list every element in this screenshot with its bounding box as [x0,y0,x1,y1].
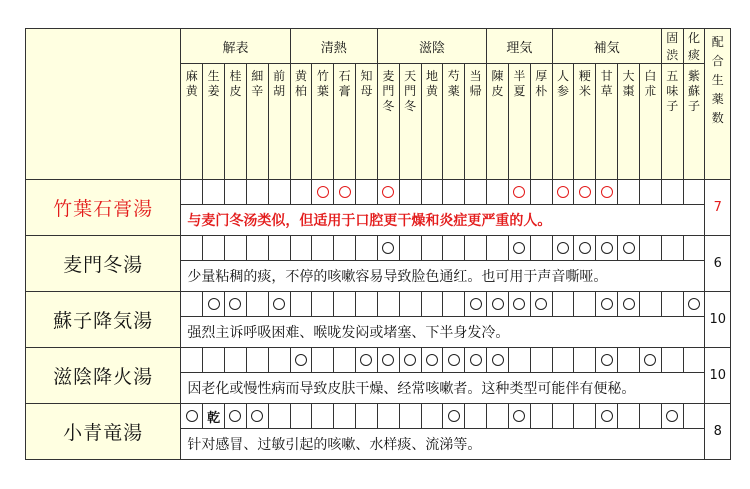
herb-header: 粳米 [574,64,596,180]
herb-mark-cell [683,292,705,317]
circle-icon [535,298,547,310]
formula-name: 竹葉石膏湯 [26,180,181,236]
circle-icon [251,410,263,422]
circle-icon [623,298,635,310]
circle-icon [492,298,504,310]
herb-mark-cell [225,404,247,429]
herb-mark-cell [399,236,421,261]
herb-mark-cell [552,292,574,317]
herb-mark-cell [683,348,705,373]
herb-header: 桂皮 [225,64,247,180]
herb-header: 細辛 [246,64,268,180]
herb-header: 人参 [552,64,574,180]
circle-icon [513,242,525,254]
herb-mark-cell [312,348,334,373]
formula-name: 蘇子降気湯 [26,292,181,348]
herb-mark-cell [356,236,378,261]
herb-mark-cell [225,180,247,205]
herb-mark-cell [399,348,421,373]
circle-icon [186,410,198,422]
herb-mark-cell [487,404,509,429]
herb-mark-cell [574,348,596,373]
herb-mark-cell [596,292,618,317]
circle-icon [382,354,394,366]
herb-mark-cell [530,292,552,317]
herb-count: 10 [705,292,731,348]
herb-mark-cell [290,292,312,317]
herb-mark-cell [639,292,661,317]
herb-mark-cell [421,292,443,317]
herb-mark-cell [661,180,683,205]
herb-mark-cell [290,348,312,373]
herb-header: 当帰 [465,64,487,180]
herb-header: 地黄 [421,64,443,180]
herb-mark-cell [268,236,290,261]
herb-mark-cell [377,292,399,317]
group-header: 清熱 [290,29,377,64]
group-header: 化痰 [683,29,705,64]
circle-icon [601,354,613,366]
herb-header: 紫蘇子 [683,64,705,180]
herb-mark-cell [508,180,530,205]
herb-mark-cell [683,180,705,205]
herb-header: 半夏 [508,64,530,180]
herb-mark-cell [443,180,465,205]
herb-mark-cell [639,236,661,261]
herb-mark-cell [487,236,509,261]
circle-icon [382,242,394,254]
herb-mark-cell [465,236,487,261]
herb-mark-cell [377,348,399,373]
herb-mark-cell [181,404,203,429]
formula-description: 与麦门冬汤类似，但适用于口腔更干燥和炎症更严重的人。 [181,205,705,236]
formula-row [26,292,731,317]
herb-header: 前胡 [268,64,290,180]
circle-icon [360,354,372,366]
herb-mark-cell [618,292,640,317]
herb-mark-text: 乾 [207,410,221,426]
herb-mark-cell [596,236,618,261]
herb-mark-cell [508,236,530,261]
herb-mark-cell [552,404,574,429]
herb-mark-cell [334,404,356,429]
herb-header: 麻黄 [181,64,203,180]
herb-mark-cell [312,404,334,429]
herb-mark-cell [618,348,640,373]
formula-name: 滋陰降火湯 [26,348,181,404]
herb-header: 厚朴 [530,64,552,180]
herb-mark-cell [552,348,574,373]
herb-mark-cell [181,292,203,317]
circle-icon [557,242,569,254]
herb-mark-cell [574,236,596,261]
circle-icon [317,186,329,198]
herb-mark-cell [334,348,356,373]
corner-cell [26,29,181,180]
herb-mark-cell [552,236,574,261]
herb-mark-cell [246,348,268,373]
herb-mark-cell [399,292,421,317]
herb-mark-cell [465,180,487,205]
herb-mark-cell [574,292,596,317]
herb-mark-cell [203,348,225,373]
herb-mark-cell [290,180,312,205]
circle-icon [273,298,285,310]
herb-comparison-table [25,28,731,460]
herb-header: 甘草 [596,64,618,180]
herb-mark-cell [465,404,487,429]
herb-mark-cell [377,180,399,205]
herb-mark-cell [312,292,334,317]
circle-icon [448,354,460,366]
herb-header: 陳皮 [487,64,509,180]
circle-icon [557,186,569,198]
herb-mark-cell [421,180,443,205]
circle-icon [470,354,482,366]
circle-icon [579,186,591,198]
formula-name: 麦門冬湯 [26,236,181,292]
circle-icon [666,410,678,422]
herb-mark-cell [443,404,465,429]
herb-mark-cell [487,348,509,373]
group-header: 固渋 [661,29,683,64]
herb-mark-cell [530,180,552,205]
herb-mark-cell [181,236,203,261]
herb-mark-cell [443,348,465,373]
herb-mark-cell [574,404,596,429]
herb-mark-cell [356,404,378,429]
herb-mark-cell [465,292,487,317]
circle-icon [688,298,700,310]
herb-mark-cell [443,236,465,261]
circle-icon [513,410,525,422]
herb-header: 知母 [356,64,378,180]
herb-mark-cell [683,404,705,429]
group-header: 理気 [487,29,553,64]
herb-mark-cell [639,404,661,429]
circle-icon [601,298,613,310]
herb-mark-cell [683,236,705,261]
formula-name: 小青竜湯 [26,404,181,460]
herb-mark-cell [312,180,334,205]
herb-mark-cell [246,292,268,317]
circle-icon [513,298,525,310]
herb-mark-cell [661,236,683,261]
herb-mark-cell [618,180,640,205]
herb-mark-cell [443,292,465,317]
circle-icon [426,354,438,366]
herb-count: 8 [705,404,731,460]
herb-mark-cell [312,236,334,261]
herb-mark-cell [203,236,225,261]
circle-icon [382,186,394,198]
herb-count: 6 [705,236,731,292]
herb-count: 10 [705,348,731,404]
herb-header: 白朮 [639,64,661,180]
herb-mark-cell [334,180,356,205]
herb-mark-cell [246,404,268,429]
herb-mark-cell [596,348,618,373]
herb-mark-cell [203,180,225,205]
circle-icon [623,242,635,254]
herb-mark-cell [356,292,378,317]
circle-icon [492,354,504,366]
circle-icon [229,410,241,422]
formula-row [26,236,731,261]
herb-mark-cell [203,292,225,317]
herb-mark-cell [246,180,268,205]
herb-mark-cell [508,404,530,429]
herb-mark-cell [530,404,552,429]
formula-description: 少量粘稠的痰，不停的咳嗽容易导致脸色通红。也可用于声音嘶哑。 [181,261,705,292]
circle-icon [644,354,656,366]
herb-mark-cell [268,180,290,205]
herb-mark-cell [334,236,356,261]
circle-icon [404,354,416,366]
circle-icon [601,186,613,198]
circle-icon [513,186,525,198]
herb-mark-cell [618,404,640,429]
herb-mark-cell [661,348,683,373]
circle-icon [579,242,591,254]
herb-count: 7 [705,180,731,236]
herb-mark-cell [225,348,247,373]
herb-mark-cell [181,348,203,373]
herb-header: 生姜 [203,64,225,180]
formula-description: 针对感冒、过敏引起的咳嗽、水样痰、流涕等。 [181,429,705,460]
herb-mark-cell [399,404,421,429]
herb-mark-cell [596,180,618,205]
herb-mark-cell [377,236,399,261]
circle-icon [601,410,613,422]
herb-mark-cell [290,404,312,429]
herb-mark-cell [290,236,312,261]
group-header: 解表 [181,29,290,64]
herb-header: 芍薬 [443,64,465,180]
circle-icon [339,186,351,198]
herb-header: 麦門冬 [377,64,399,180]
group-header: 滋陰 [377,29,486,64]
herb-mark-cell [487,292,509,317]
herb-mark-cell [225,292,247,317]
herb-header: 石膏 [334,64,356,180]
formula-row [26,180,731,205]
herb-mark-cell [399,180,421,205]
group-header: 補気 [552,29,661,64]
herb-mark-cell [508,348,530,373]
circle-icon [295,354,307,366]
herb-mark-cell [596,404,618,429]
herb-header: 黄柏 [290,64,312,180]
herb-mark-cell [639,348,661,373]
herb-mark-cell [246,236,268,261]
herb-mark-cell [356,348,378,373]
herb-mark-cell [661,404,683,429]
formula-description: 强烈主诉呼吸困难、喉咙发闷或堵塞、下半身发冷。 [181,317,705,348]
herb-mark-cell [356,180,378,205]
formula-row [26,348,731,373]
herb-mark-cell [377,404,399,429]
herb-mark-cell [421,404,443,429]
circle-icon [208,298,220,310]
formula-row [26,404,731,429]
circle-icon [601,242,613,254]
herb-mark-cell [268,404,290,429]
circle-icon [470,298,482,310]
herb-mark-cell [268,292,290,317]
herb-header: 天門冬 [399,64,421,180]
herb-mark-cell [181,180,203,205]
herb-mark-cell [334,292,356,317]
circle-icon [229,298,241,310]
herb-mark-cell [421,348,443,373]
herb-mark-cell [639,180,661,205]
herb-mark-cell [552,180,574,205]
herb-mark-cell [508,292,530,317]
herb-mark-cell [225,236,247,261]
herb-mark-cell [574,180,596,205]
herb-mark-cell [661,292,683,317]
herb-mark-cell [268,348,290,373]
herb-count-header: 配合生薬数 [705,29,731,180]
herb-mark-cell [530,348,552,373]
circle-icon [448,410,460,422]
herb-header: 五味子 [661,64,683,180]
herb-header: 竹葉 [312,64,334,180]
herb-mark-cell [421,236,443,261]
herb-mark-cell [465,348,487,373]
herb-header: 大棗 [618,64,640,180]
herb-mark-cell [618,236,640,261]
herb-mark-cell [530,236,552,261]
herb-mark-cell [487,180,509,205]
herb-mark-cell [203,404,225,429]
formula-description: 因老化或慢性病而导致皮肤干燥、经常咳嗽者。这种类型可能伴有便秘。 [181,373,705,404]
